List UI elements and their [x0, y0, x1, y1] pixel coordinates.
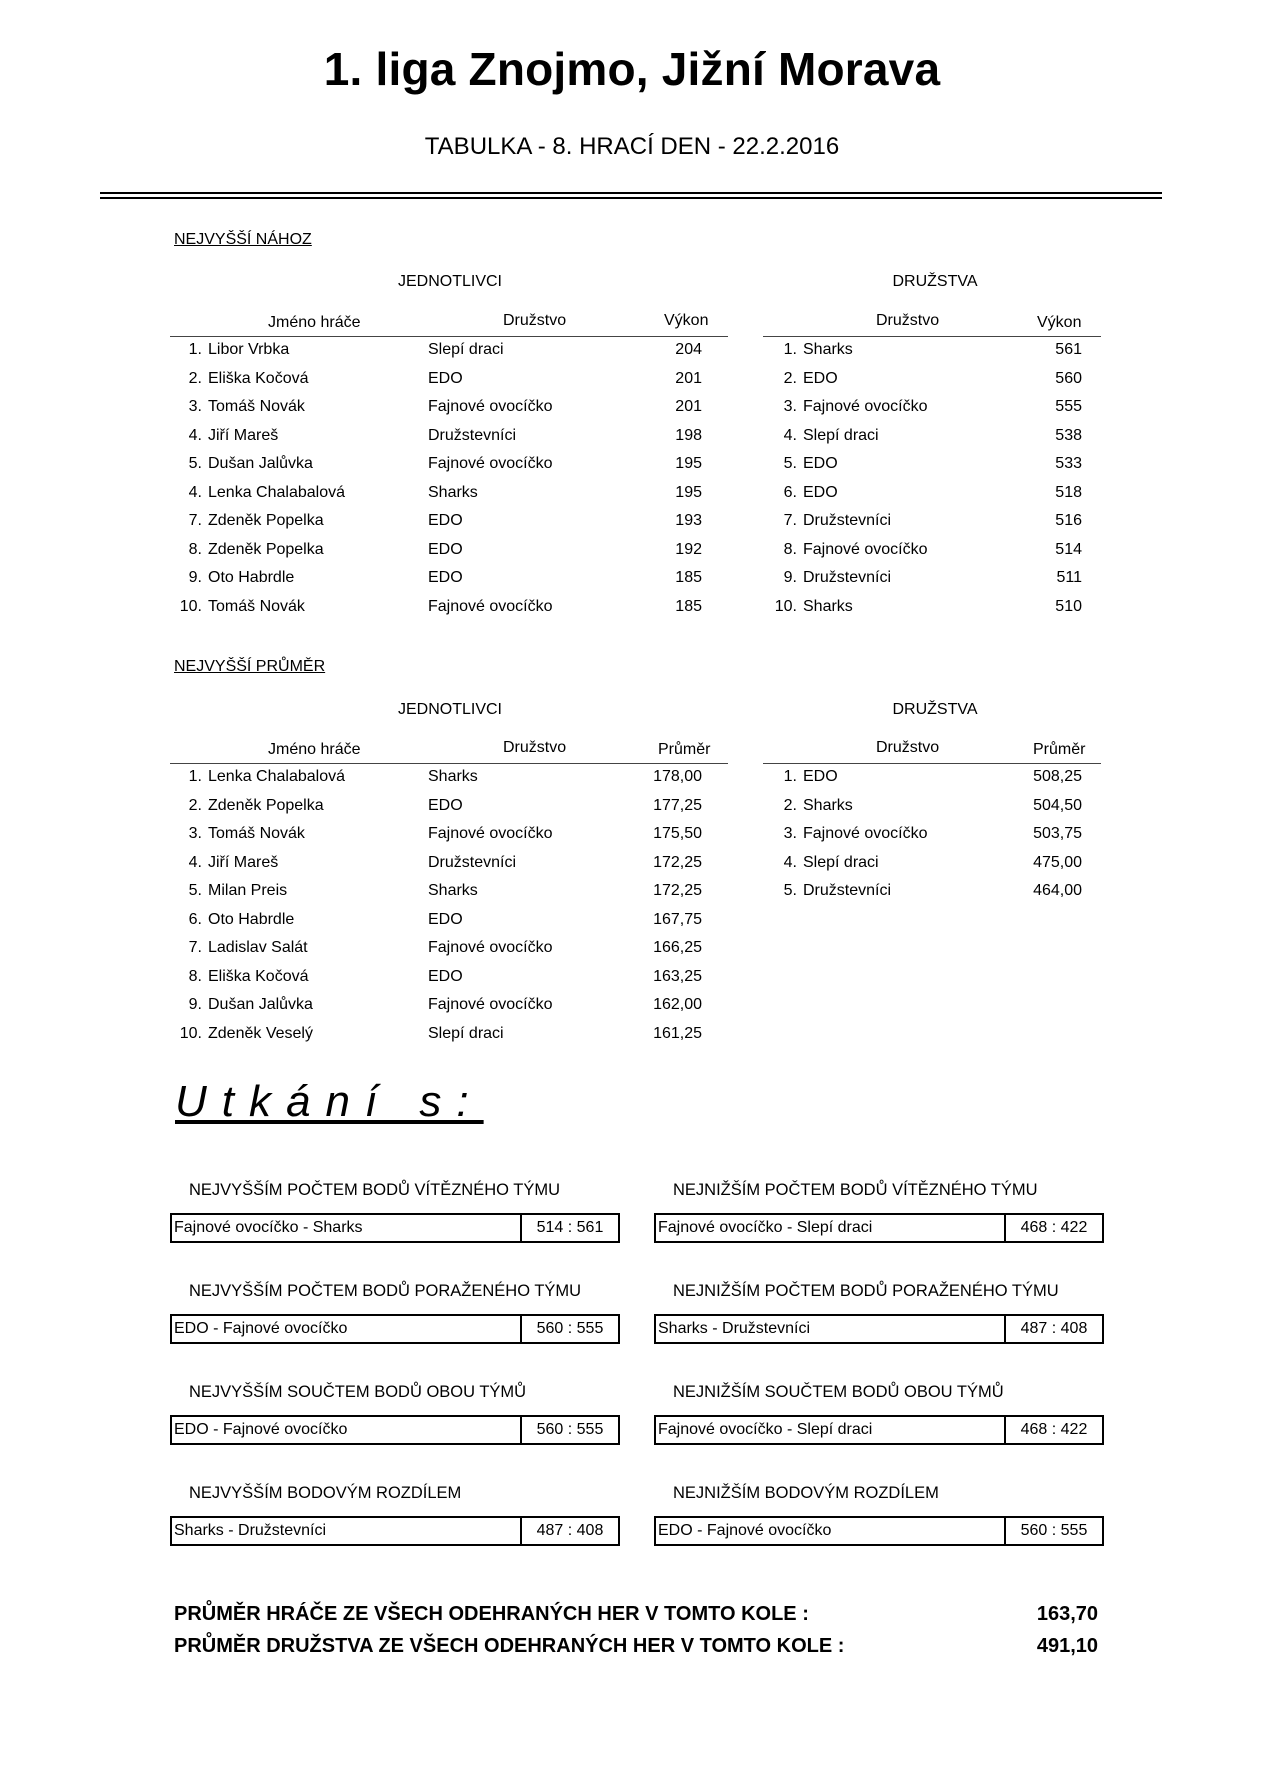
match-teams: Fajnové ovocíčko - Slepí draci — [658, 1421, 873, 1438]
player-name: Zdeněk Veselý — [208, 1024, 313, 1042]
table-row — [763, 427, 1101, 455]
value: 172,25 — [653, 853, 702, 871]
match-result-box — [170, 1213, 620, 1243]
rank: 6. — [188, 910, 202, 928]
table-row — [170, 512, 730, 540]
team-name: Slepí draci — [803, 853, 879, 871]
value: 538 — [1055, 426, 1082, 444]
team-name: Družstevníci — [428, 853, 517, 871]
rank: 2. — [188, 796, 202, 814]
rank: 2. — [783, 369, 797, 387]
rank: 1. — [188, 341, 202, 358]
value: 516 — [1055, 512, 1082, 529]
team-name: Sharks — [803, 796, 853, 814]
value: 201 — [675, 369, 702, 387]
team-name: EDO — [803, 455, 838, 472]
prumer-individuals-heading: JEDNOTLIVCI — [397, 701, 502, 718]
match-category-label: NEJNIŽŠÍM BODOVÝM ROZDÍLEM — [673, 1484, 939, 1502]
match-category-label: NEJVYŠŠÍM POČTEM BODŮ PORAŽENÉHO TÝMU — [189, 1282, 582, 1300]
player-name: Dušan Jalůvka — [208, 455, 313, 472]
team-name: Fajnové ovocíčko — [428, 597, 553, 615]
value: 503,75 — [1033, 825, 1082, 842]
value: 198 — [675, 426, 702, 444]
rank: 7. — [188, 512, 202, 529]
header-divider-bottom — [100, 197, 1162, 199]
table-row — [170, 455, 730, 483]
table-row — [170, 541, 730, 569]
team-name: Slepí draci — [428, 341, 504, 358]
value: 195 — [675, 455, 702, 472]
match-result-box — [654, 1213, 1104, 1243]
rank: 1. — [783, 768, 797, 785]
team-name: Fajnové ovocíčko — [803, 398, 928, 415]
value: 166,25 — [653, 939, 702, 956]
nahoz-col-value: Výkon — [664, 312, 709, 329]
match-result-box — [654, 1516, 1104, 1546]
rank: 8. — [188, 540, 202, 558]
match-category-label: NEJNIŽŠÍM POČTEM BODŮ PORAŽENÉHO TÝMU — [673, 1282, 1059, 1300]
rank: 7. — [783, 512, 797, 529]
team-average-label: PRŮMĚR DRUŽSTVA ZE VŠECH ODEHRANÝCH HER V TOMTO KOLE : — [174, 1635, 845, 1657]
table-row — [763, 854, 1101, 882]
player-name: Oto Habrdle — [208, 569, 295, 586]
team-name: Družstevníci — [803, 512, 892, 529]
team-name: EDO — [428, 910, 463, 928]
team-name: Sharks — [803, 341, 853, 358]
prumer-col-value: Průměr — [658, 741, 711, 758]
table-row — [763, 398, 1101, 426]
table-row — [170, 996, 730, 1024]
nahoz-teams-col-value: Výkon — [1037, 314, 1082, 331]
prumer-teams-header-line — [763, 763, 1101, 764]
table-row — [763, 797, 1101, 825]
team-name: EDO — [428, 369, 463, 387]
rank: 4. — [188, 483, 202, 501]
value: 195 — [675, 483, 702, 501]
team-name: Fajnové ovocíčko — [428, 939, 553, 956]
match-result-box — [654, 1415, 1104, 1445]
table-row — [763, 484, 1101, 512]
match-teams: Sharks - Družstevníci — [658, 1320, 811, 1337]
table-row — [763, 455, 1101, 483]
table-row — [763, 882, 1101, 910]
team-name: EDO — [803, 768, 838, 785]
prumer-teams-col-value: Průměr — [1033, 741, 1086, 758]
value: 464,00 — [1033, 882, 1082, 899]
rank: 9. — [188, 996, 202, 1013]
rank: 9. — [188, 569, 202, 586]
value: 508,25 — [1033, 768, 1082, 785]
player-name: Oto Habrdle — [208, 910, 295, 928]
rank: 3. — [783, 825, 797, 842]
matches-heading: Utkání s: — [175, 1077, 484, 1126]
team-name: Družstevníci — [803, 882, 892, 899]
table-row — [170, 569, 730, 597]
player-name: Zdeněk Popelka — [208, 540, 324, 558]
prumer-individuals-header-line — [170, 763, 728, 764]
match-score: 487 : 408 — [1004, 1316, 1102, 1342]
section-heading-prumer: NEJVYŠŠÍ PRŮMĚR — [174, 658, 326, 675]
value: 533 — [1055, 455, 1082, 472]
player-name: Tomáš Novák — [208, 597, 305, 615]
match-category-label: NEJNIŽŠÍM POČTEM BODŮ VÍTĚZNÉHO TÝMU — [673, 1181, 1038, 1199]
value: 561 — [1055, 341, 1082, 358]
player-name: Tomáš Novák — [208, 825, 305, 842]
table-row — [763, 512, 1101, 540]
team-average-value: 491,10 — [1036, 1635, 1098, 1657]
rank: 9. — [783, 569, 797, 586]
match-teams: EDO - Fajnové ovocíčko — [174, 1320, 348, 1337]
table-row — [170, 797, 730, 825]
prumer-teams-col-team: Družstvo — [876, 739, 940, 756]
nahoz-individuals-header-line — [170, 336, 728, 337]
match-result-box — [654, 1314, 1104, 1344]
match-category-label: NEJVYŠŠÍM BODOVÝM ROZDÍLEM — [189, 1484, 462, 1502]
rank: 4. — [783, 426, 797, 444]
team-name: Fajnové ovocíčko — [803, 825, 928, 842]
team-name: Sharks — [428, 882, 478, 899]
team-name: EDO — [428, 569, 463, 586]
value: 175,50 — [653, 825, 702, 842]
match-teams: EDO - Fajnové ovocíčko — [174, 1421, 348, 1438]
team-name: Fajnové ovocíčko — [428, 825, 553, 842]
rank: 8. — [783, 540, 797, 558]
match-result-box — [170, 1314, 620, 1344]
section-heading-nahoz: NEJVYŠŠÍ NÁHOZ — [174, 231, 312, 248]
match-score: 560 : 555 — [520, 1417, 618, 1443]
table-row — [170, 768, 730, 796]
value: 518 — [1055, 483, 1082, 501]
value: 193 — [675, 512, 702, 529]
rank: 5. — [783, 455, 797, 472]
rank: 4. — [188, 853, 202, 871]
page-subtitle: TABULKA - 8. HRACÍ DEN - 22.2.2016 — [424, 133, 840, 160]
nahoz-col-team: Družstvo — [503, 312, 567, 329]
match-category-label: NEJVYŠŠÍM POČTEM BODŮ VÍTĚZNÉHO TÝMU — [189, 1181, 560, 1199]
player-name: Milan Preis — [208, 882, 288, 899]
match-teams: Fajnové ovocíčko - Slepí draci — [658, 1219, 873, 1236]
team-name: Družstevníci — [428, 426, 517, 444]
rank: 7. — [188, 939, 202, 956]
rank: 3. — [188, 398, 202, 415]
table-row — [763, 370, 1101, 398]
table-row — [763, 341, 1101, 369]
table-row — [170, 911, 730, 939]
value: 178,00 — [653, 768, 702, 785]
match-score: 560 : 555 — [520, 1316, 618, 1342]
value: 201 — [675, 398, 702, 415]
value: 511 — [1056, 569, 1082, 586]
table-row — [170, 370, 730, 398]
table-row — [170, 398, 730, 426]
rank: 10. — [774, 597, 797, 615]
table-row — [170, 341, 730, 369]
rank: 1. — [188, 768, 202, 785]
table-row — [170, 968, 730, 996]
team-name: Fajnové ovocíčko — [428, 455, 553, 472]
player-name: Jiří Mareš — [208, 426, 279, 444]
value: 162,00 — [653, 996, 702, 1013]
value: 163,25 — [653, 967, 702, 985]
match-score: 514 : 561 — [520, 1215, 618, 1241]
rank: 3. — [783, 398, 797, 415]
team-name: Slepí draci — [428, 1024, 504, 1042]
table-row — [170, 1025, 730, 1053]
header-divider-top — [100, 192, 1162, 194]
player-name: Lenka Chalabalová — [208, 768, 345, 785]
value: 514 — [1055, 540, 1082, 558]
page-title: 1. liga Znojmo, Jižní Morava — [323, 43, 941, 95]
match-score: 560 : 555 — [1004, 1518, 1102, 1544]
match-teams: Fajnové ovocíčko - Sharks — [174, 1219, 363, 1236]
prumer-teams-heading: DRUŽSTVA — [892, 701, 978, 718]
table-row — [763, 768, 1101, 796]
player-name: Dušan Jalůvka — [208, 996, 313, 1013]
table-row — [170, 854, 730, 882]
team-name: Sharks — [428, 483, 478, 501]
team-name: EDO — [428, 540, 463, 558]
prumer-col-team: Družstvo — [503, 739, 567, 756]
value: 185 — [675, 569, 702, 586]
player-name: Zdeněk Popelka — [208, 512, 324, 529]
value: 172,25 — [653, 882, 702, 899]
player-name: Tomáš Novák — [208, 398, 305, 415]
player-name: Jiří Mareš — [208, 853, 279, 871]
rank: 4. — [783, 853, 797, 871]
team-name: EDO — [803, 369, 838, 387]
nahoz-teams-heading: DRUŽSTVA — [892, 273, 978, 290]
team-name: Slepí draci — [803, 426, 879, 444]
match-result-box — [170, 1415, 620, 1445]
nahoz-teams-header-line — [763, 336, 1101, 337]
rank: 4. — [188, 426, 202, 444]
player-name: Zdeněk Popelka — [208, 796, 324, 814]
team-name: EDO — [428, 512, 463, 529]
rank: 1. — [783, 341, 797, 358]
value: 167,75 — [653, 910, 702, 928]
table-row — [170, 939, 730, 967]
table-row — [170, 825, 730, 853]
team-name: Sharks — [803, 597, 853, 615]
rank: 8. — [188, 967, 202, 985]
player-name: Lenka Chalabalová — [208, 483, 345, 501]
nahoz-individuals-heading: JEDNOTLIVCI — [397, 273, 502, 290]
rank: 5. — [188, 455, 202, 472]
table-row — [763, 825, 1101, 853]
team-name: Sharks — [428, 768, 478, 785]
nahoz-teams-col-team: Družstvo — [876, 312, 940, 329]
rank: 3. — [188, 825, 202, 842]
team-name: Fajnové ovocíčko — [428, 398, 553, 415]
team-name: Fajnové ovocíčko — [428, 996, 553, 1013]
rank: 10. — [179, 597, 202, 615]
match-category-label: NEJNIŽŠÍM SOUČTEM BODŮ OBOU TÝMŮ — [673, 1383, 1004, 1401]
team-name: EDO — [428, 967, 463, 985]
table-row — [170, 427, 730, 455]
value: 475,00 — [1033, 853, 1082, 871]
table-row — [763, 598, 1101, 626]
table-row — [170, 882, 730, 910]
match-score: 468 : 422 — [1004, 1215, 1102, 1241]
team-name: Fajnové ovocíčko — [803, 540, 928, 558]
player-average-label: PRŮMĚR HRÁČE ZE VŠECH ODEHRANÝCH HER V TOMTO KOLE : — [174, 1603, 809, 1625]
player-name: Eliška Kočová — [208, 369, 309, 387]
match-teams: EDO - Fajnové ovocíčko — [658, 1522, 832, 1539]
value: 192 — [675, 540, 702, 558]
player-average-value: 163,70 — [1036, 1603, 1098, 1625]
rank: 6. — [783, 483, 797, 501]
table-row — [170, 484, 730, 512]
table-row — [763, 541, 1101, 569]
value: 510 — [1055, 597, 1082, 615]
value: 161,25 — [653, 1024, 702, 1042]
rank: 2. — [783, 796, 797, 814]
team-name: Družstevníci — [803, 569, 892, 586]
rank: 10. — [179, 1024, 202, 1042]
value: 504,50 — [1033, 796, 1082, 814]
rank: 5. — [783, 882, 797, 899]
player-name: Eliška Kočová — [208, 967, 309, 985]
rank: 5. — [188, 882, 202, 899]
value: 177,25 — [653, 796, 702, 814]
match-result-box — [170, 1516, 620, 1546]
prumer-col-name: Jméno hráče — [268, 741, 361, 758]
table-row — [763, 569, 1101, 597]
match-score: 487 : 408 — [520, 1518, 618, 1544]
match-teams: Sharks - Družstevníci — [174, 1522, 327, 1539]
team-name: EDO — [428, 796, 463, 814]
table-row — [170, 598, 730, 626]
team-name: EDO — [803, 483, 838, 501]
value: 555 — [1055, 398, 1082, 415]
value: 560 — [1055, 369, 1082, 387]
player-name: Libor Vrbka — [208, 341, 290, 358]
value: 185 — [675, 597, 702, 615]
nahoz-col-name: Jméno hráče — [268, 314, 361, 331]
rank: 2. — [188, 369, 202, 387]
match-score: 468 : 422 — [1004, 1417, 1102, 1443]
player-name: Ladislav Salát — [208, 939, 308, 956]
match-category-label: NEJVYŠŠÍM SOUČTEM BODŮ OBOU TÝMŮ — [189, 1383, 527, 1401]
value: 204 — [675, 341, 702, 358]
